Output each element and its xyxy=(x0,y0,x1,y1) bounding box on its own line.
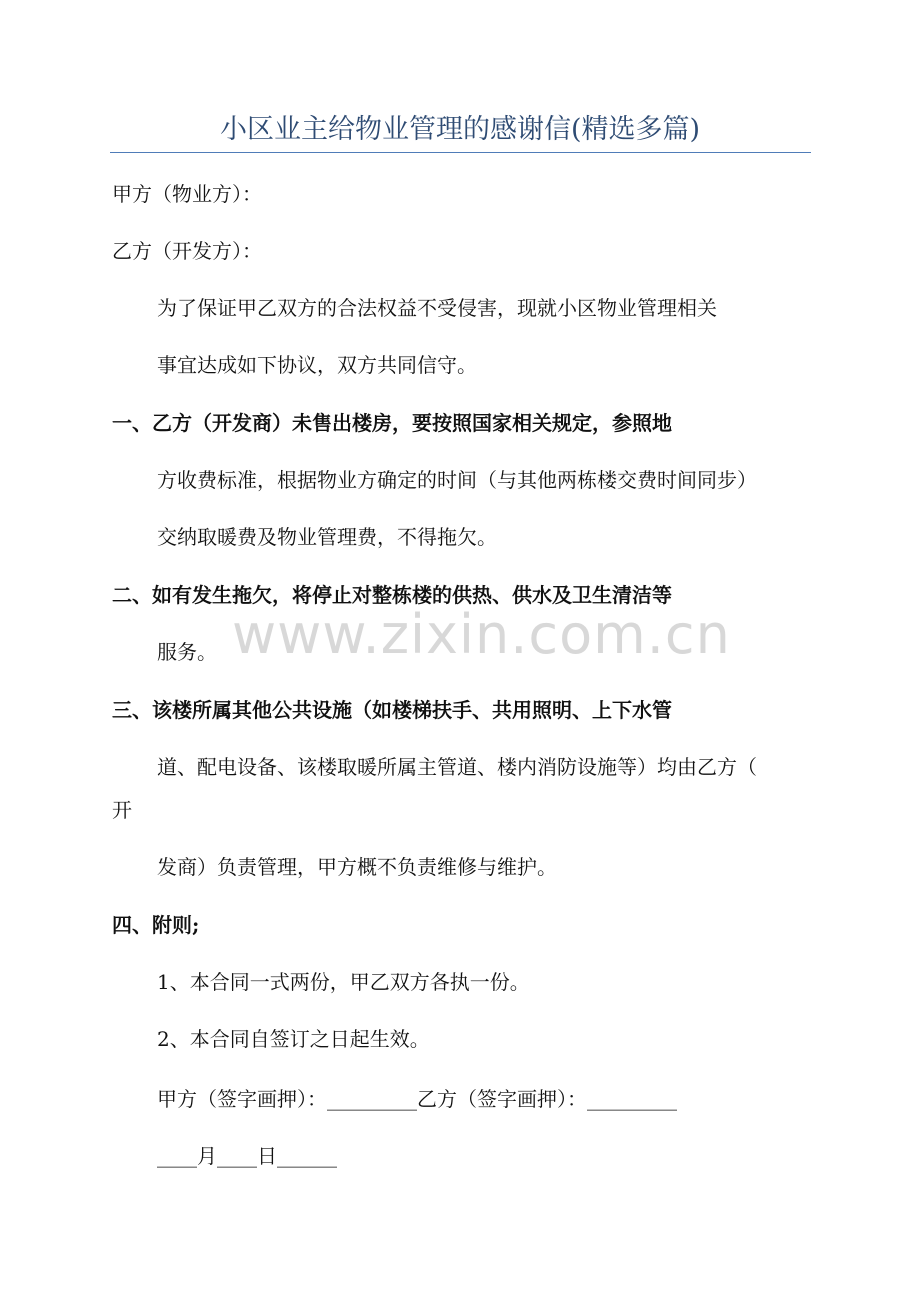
clause-4-line: 2、本合同自签订之日起生效。 xyxy=(157,1027,430,1051)
intro-paragraph-line: 事宜达成如下协议，双方共同信守。 xyxy=(157,353,477,377)
clause-4-heading: 四、附则; xyxy=(112,913,200,937)
clause-1-line: 方收费标准，根据物业方确定的时间（与其他两栋楼交费时间同步） xyxy=(157,468,757,492)
page-title: 小区业主给物业管理的感谢信(精选多篇) xyxy=(219,114,701,145)
clause-4-line: 1、本合同一式两份，甲乙双方各执一份。 xyxy=(157,970,530,994)
clause-1-heading: 一、乙方（开发商）未售出楼房，要按照国家相关规定，参照地 xyxy=(112,411,672,435)
intro-paragraph-line: 为了保证甲乙双方的合法权益不受侵害，现就小区物业管理相关 xyxy=(157,296,717,320)
clause-2-line: 服务。 xyxy=(157,640,217,664)
watermark: www.zixin.com.cn xyxy=(232,603,731,666)
signature-line: 甲方（签字画押）：_________乙方（签字画押）：_________ xyxy=(157,1087,677,1111)
clause-3-line: 道、配电设备、该楼取暖所属主管道、楼内消防设施等）均由乙方（ xyxy=(157,755,757,779)
date-line: ____月____日______ xyxy=(157,1144,337,1168)
clause-1-line: 交纳取暖费及物业管理费，不得拖欠。 xyxy=(157,525,497,549)
clause-2-heading: 二、如有发生拖欠，将停止对整栋楼的供热、供水及卫生清洁等 xyxy=(112,583,672,607)
title-divider xyxy=(110,152,811,153)
clause-3-line: 开 xyxy=(112,798,132,822)
party-a-label: 甲方（物业方）： xyxy=(112,182,262,206)
party-b-label: 乙方（开发方）： xyxy=(112,239,262,263)
clause-3-line: 发商）负责管理，甲方概不负责维修与维护。 xyxy=(157,855,557,879)
clause-3-heading: 三、该楼所属其他公共设施（如楼梯扶手、共用照明、上下水管 xyxy=(112,698,672,722)
